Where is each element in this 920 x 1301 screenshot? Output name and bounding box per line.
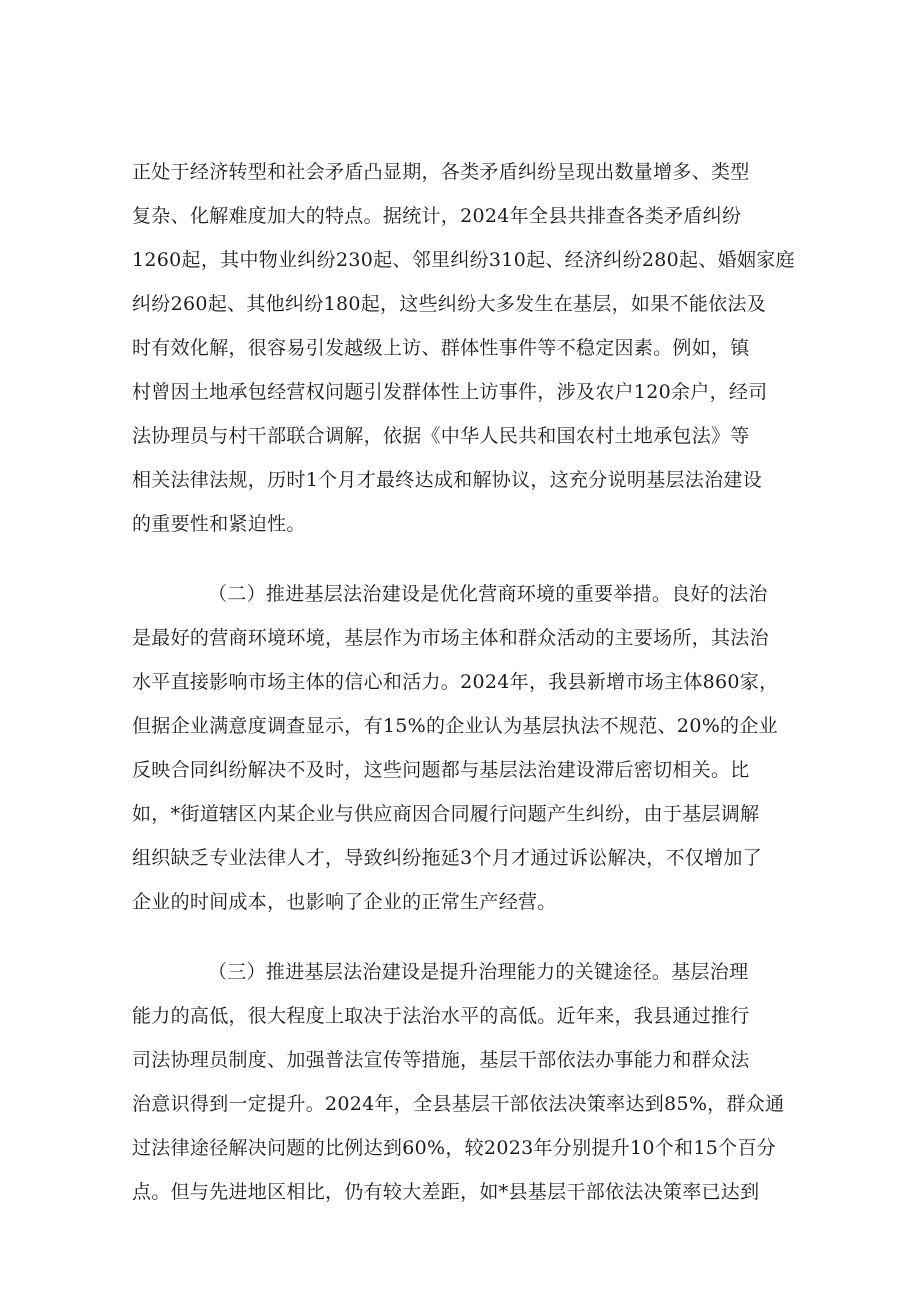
text-line: 企业的时间成本，也影响了企业的正常生产经营。 [132,891,557,913]
text-line: 是最好的营商环境环境，基层作为市场主体和群众活动的主要场所，其法治 [132,627,769,649]
text-line: 如，*街道辖区内某企业与供应商因合同履行问题产生纠纷，由于基层调解 [132,803,760,825]
text-line: 的重要性和紧迫性。 [132,513,306,535]
text-line: 时有效化解，很容易引发越级上访、群体性事件等不稳定因素。例如，镇 [132,337,750,359]
text-line: 相关法律法规，历时1个月才最终达成和解协议，这充分说明基层法治建设 [132,469,762,491]
text-line: 组织缺乏专业法律人才，导致纠纷拖延3个月才通过诉讼解决，不仅增加了 [132,847,762,869]
text-line: 法协理员与村干部联合调解，依据《中华人民共和国农村土地承包法》等 [132,425,750,447]
text-line: 1260起，其中物业纠纷230起、邻里纠纷310起、经济纠纷280起、婚姻家庭 [132,249,795,271]
text-line: 过法律途径解决问题的比例达到60%，较2023年分别提升10个和15个百分 [132,1137,777,1159]
text-line: 能力的高低，很大程度上取决于法治水平的高低。近年来，我县通过推行 [132,1005,750,1027]
text-line: 反映合同纠纷解决不及时，这些问题都与基层法治建设滞后密切相关。比 [132,759,750,781]
text-line: 水平直接影响市场主体的信心和活力。2024年，我县新增市场主体860家， [132,671,779,693]
text-line: 点。但与先进地区相比，仍有较大差距，如*县基层干部依法决策率已达到 [132,1181,760,1203]
text-line: （二）推进基层法治建设是优化营商环境的重要举措。良好的法治 [208,583,768,605]
text-line: 纠纷260起、其他纠纷180起，这些纠纷大多发生在基层，如果不能依法及 [132,293,767,315]
text-line: 治意识得到一定提升。2024年，全县基层干部依法决策率达到85%，群众通 [132,1093,785,1115]
text-line: 司法协理员制度、加强普法宣传等措施，基层干部依法办事能力和群众法 [132,1049,750,1071]
text-line: 但据企业满意度调查显示，有15%的企业认为基层执法不规范、20%的企业 [132,715,778,737]
text-line: 正处于经济转型和社会矛盾凸显期，各类矛盾纠纷呈现出数量增多、类型 [132,161,750,183]
paragraph-3 [132,950,794,1214]
text-line: 村曾因土地承包经营权问题引发群体性上访事件，涉及农户120余户，经司 [132,381,768,403]
paragraph-2 [132,572,794,924]
text-line: （三）推进基层法治建设是提升治理能力的关键途径。基层治理 [208,961,749,983]
text-line: 复杂、化解难度加大的特点。据统计，2024年全县共排查各类矛盾纠纷 [132,205,742,227]
paragraph-1 [132,150,794,546]
